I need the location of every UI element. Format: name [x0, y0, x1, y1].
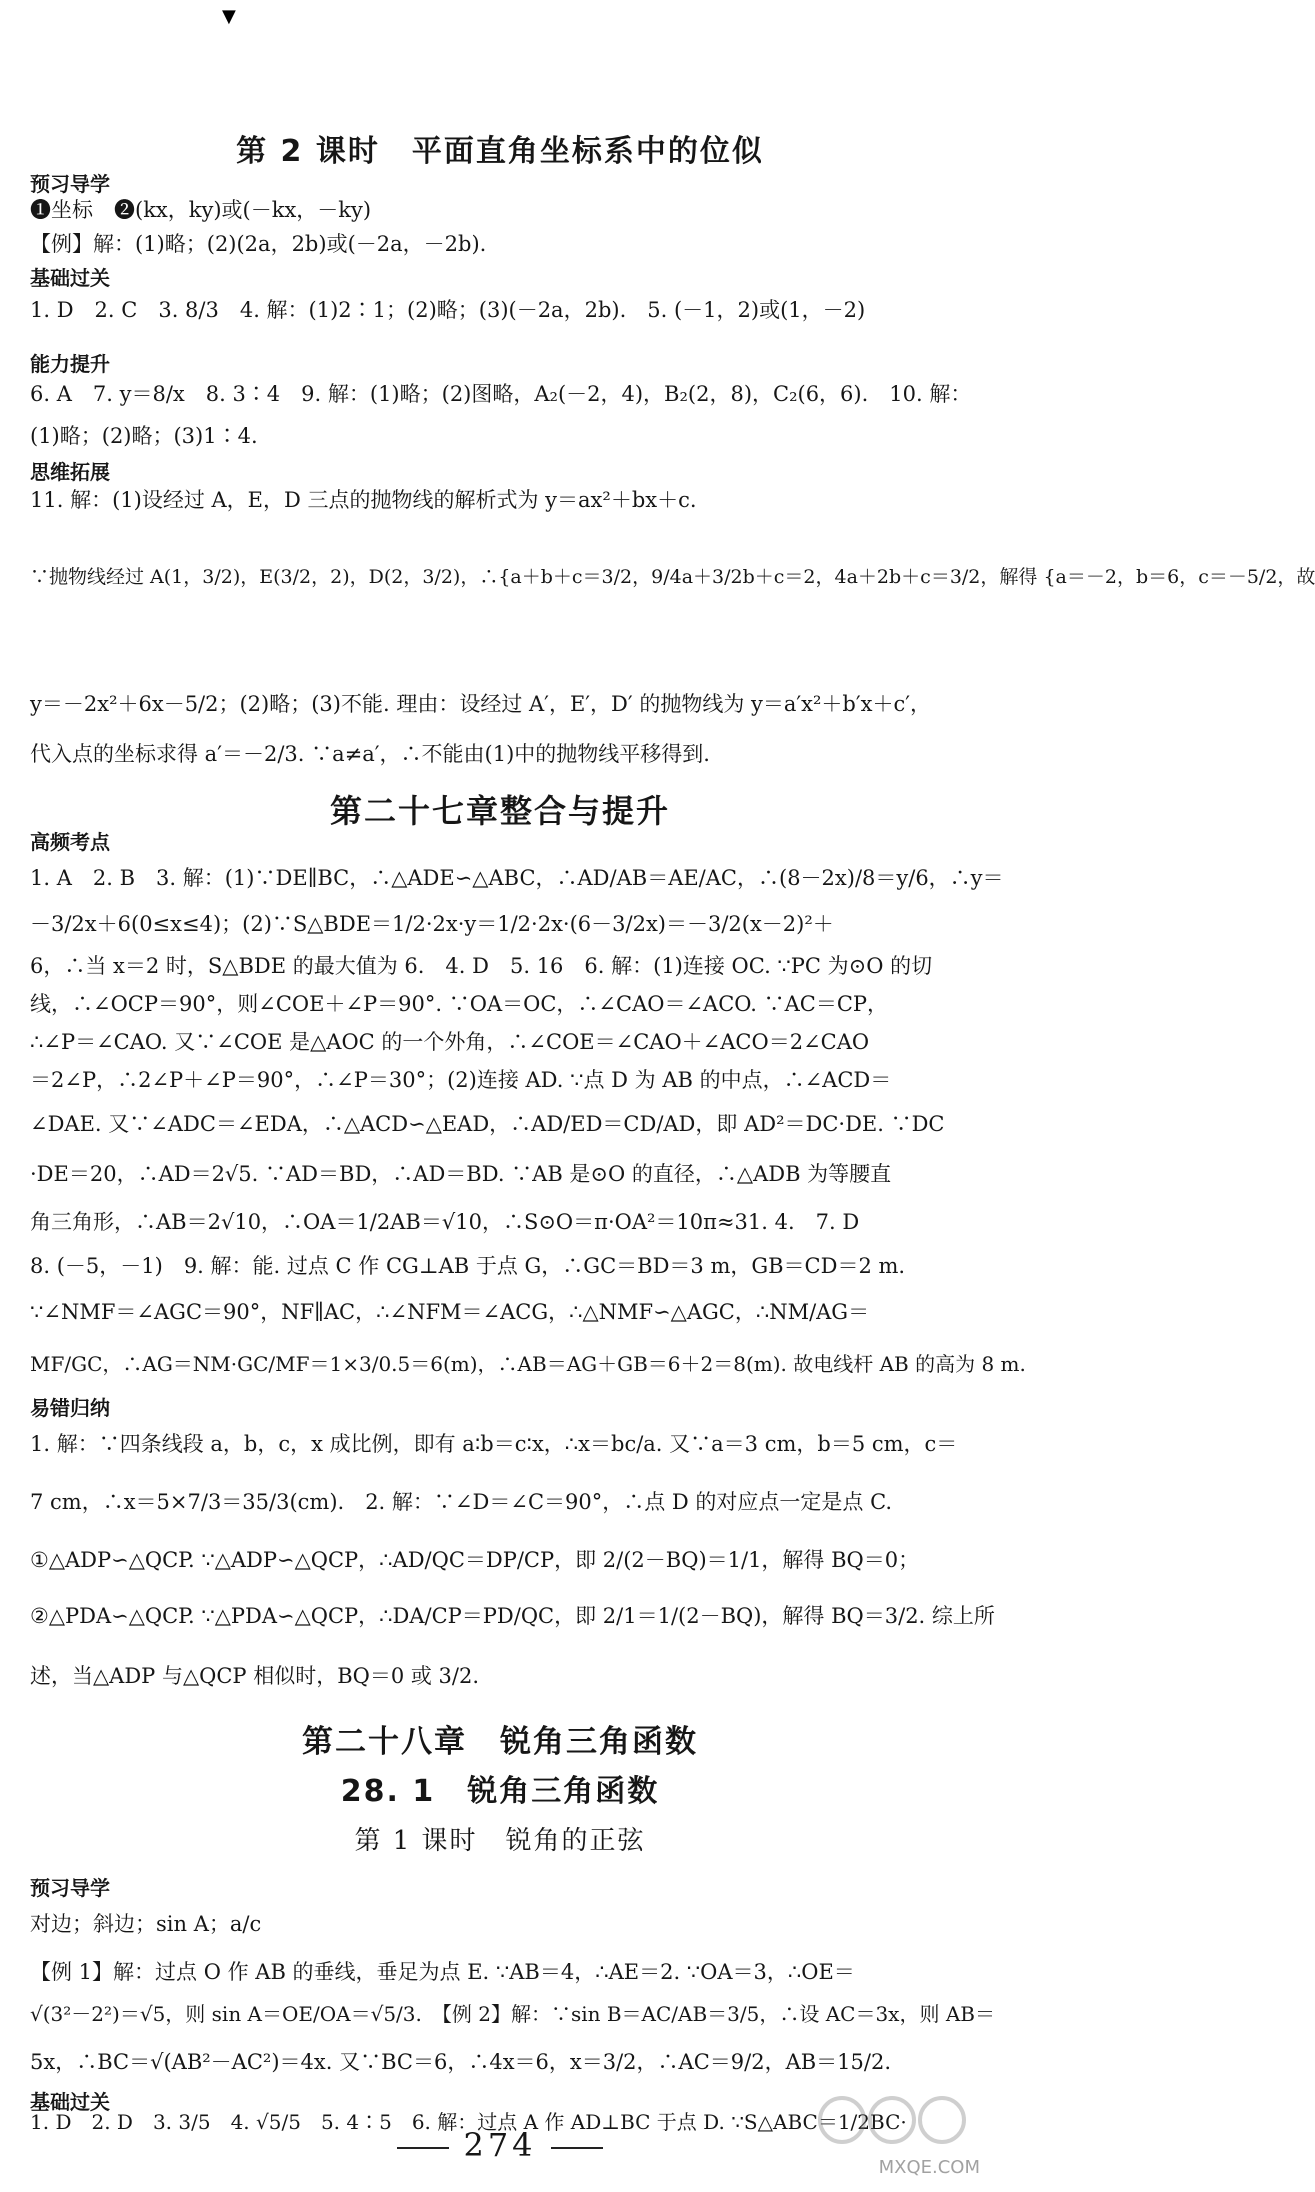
section-label-frequent: 高频考点	[30, 830, 110, 854]
answer-line: 1. D 2. D 3. 3/5 4. √5/5 5. 4∶5 6. 解：过点 A 作 AD⊥BC 于点 D. ∵S△ABC＝1/2BC·	[30, 2110, 907, 2134]
answer-line: ∵∠NMF＝∠AGC＝90°，NF∥AC，∴∠NFM＝∠ACG，∴△NMF∽△AGC，∴NM/AG＝	[30, 1300, 870, 1324]
answer-line: 6，∴当 x＝2 时，S△BDE 的最大值为 6. 4. D 5. 16 6. 解：(1)连接 OC. ∵PC 为⊙O 的切	[30, 954, 933, 978]
answer-line: ＝2∠P，∴2∠P＋∠P＝90°，∴∠P＝30°；(2)连接 AD. ∵点 D 为 AB 的中点，∴∠ACD＝	[30, 1068, 892, 1092]
answer-line: 1. D 2. C 3. 8/3 4. 解：(1)2∶1；(2)略；(3)(－2a，2b). 5. (－1，2)或(1，－2)	[30, 298, 866, 322]
answer-line: ∠DAE. 又∵∠ADC＝∠EDA，∴△ACD∽△EAD，∴AD/ED＝CD/AD，即 AD²＝DC·DE. ∵DC	[30, 1112, 945, 1136]
answer-line: √(3²－2²)＝√5，则 sin A＝OE/OA＝√5/3. 【例 2】解：∵sin B＝AC/AB＝3/5，∴设 AC＝3x，则 AB＝	[30, 2002, 995, 2026]
answer-line: 【例 1】解：过点 O 作 AB 的垂线，垂足为点 E. ∵AB＝4，∴AE＝2. ∵OA＝3，∴OE＝	[30, 1960, 855, 1984]
dash-left	[397, 2147, 449, 2149]
answer-line: y＝－2x²＋6x－5/2；(2)略；(3)不能. 理由：设经过 A′，E′，D′ 的抛物线为 y＝a′x²＋b′x＋c′，	[30, 692, 931, 716]
dash-right	[551, 2147, 603, 2149]
answer-line: 对边；斜边；sin A；a/c	[30, 1912, 262, 1936]
lesson-heading: 第 1 课时 锐角的正弦	[354, 1826, 646, 1856]
section-label-mistakes: 易错归纳	[30, 1396, 110, 1420]
answer-line: 述，当△ADP 与△QCP 相似时，BQ＝0 或 3/2.	[30, 1664, 480, 1688]
answer-line: 6. A 7. y＝8/x 8. 3∶4 9. 解：(1)略；(2)图略，A₂(－2，4)，B₂(2，8)，C₂(6，6). 10. 解：	[30, 382, 972, 406]
top-mark-icon: ▼	[222, 6, 236, 27]
section-label-preview: 预习导学	[30, 172, 110, 196]
section-label-thinking: 思维拓展	[30, 460, 110, 484]
answer-line: ①△ADP∽△QCP. ∵△ADP∽△QCP，∴AD/QC＝DP/CP，即 2/(2－BQ)＝1/1，解得 BQ＝0；	[30, 1548, 920, 1572]
section-heading: 28. 1 锐角三角函数	[340, 1774, 660, 1809]
answer-line: 角三角形，∴AB＝2√10，∴OA＝1/2AB＝√10，∴S⊙O＝π·OA²＝10π≈31. 4. 7. D	[30, 1210, 860, 1234]
answer-line: 1. 解：∵四条线段 a，b，c，x 成比例，即有 a∶b＝c∶x，∴x＝bc/a. 又∵a＝3 cm，b＝5 cm，c＝	[30, 1432, 958, 1456]
answer-line: ∵抛物线经过 A(1，3/2)，E(3/2，2)，D(2，3/2)，∴{a＋b＋c＝3/2，9/4a＋3/2b＋c＝2，4a＋2b＋c＝3/2，解得 {a＝－2，b＝6，c＝－5/2，故	[30, 566, 1315, 588]
chapter-heading: 第二十八章 锐角三角函数	[302, 1724, 698, 1760]
answer-line: －3/2x＋6(0≤x≤4)；(2)∵S△BDE＝1/2·2x·y＝1/2·2x·(6－3/2x)＝－3/2(x－2)²＋	[30, 912, 834, 936]
answer-line: ∴∠P＝∠CAO. 又∵∠COE 是△AOC 的一个外角，∴∠COE＝∠CAO＋∠ACO＝2∠CAO	[30, 1030, 870, 1054]
answer-line: ❶坐标 ❷(kx，ky)或(－kx，－ky)	[30, 198, 372, 222]
answer-line: MF/GC，∴AG＝NM·GC/MF＝1×3/0.5＝6(m)，∴AB＝AG＋GB＝6＋2＝8(m). 故电线杆 AB 的高为 8 m.	[30, 1352, 1026, 1376]
section-label-basic: 基础过关	[30, 2090, 110, 2114]
answer-line: 7 cm，∴x＝5×7/3＝35/3(cm). 2. 解：∵∠D＝∠C＝90°，∴点 D 的对应点一定是点 C.	[30, 1490, 893, 1514]
answer-line: 8. (－5，－1) 9. 解：能. 过点 C 作 CG⊥AB 于点 G，∴GC＝BD＝3 m，GB＝CD＝2 m.	[30, 1254, 906, 1278]
answer-line: 【例】解：(1)略；(2)(2a，2b)或(－2a，－2b).	[30, 232, 487, 256]
answer-line: 线，∴∠OCP＝90°，则∠COE＋∠P＝90°. ∵OA＝OC，∴∠CAO＝∠ACO. ∵AC＝CP，	[30, 992, 889, 1016]
section-label-basic: 基础过关	[30, 266, 110, 290]
section-label-ability: 能力提升	[30, 352, 110, 376]
answer-line: 11. 解：(1)设经过 A，E，D 三点的抛物线的解析式为 y＝ax²＋bx＋c.	[30, 488, 697, 512]
answer-line: 5x，∴BC＝√(AB²－AC²)＝4x. 又∵BC＝6，∴4x＝6，x＝3/2，∴AC＝9/2，AB＝15/2.	[30, 2050, 891, 2074]
lesson-heading: 第 2 课时 平面直角坐标系中的位似	[236, 134, 764, 169]
chapter-heading: 第二十七章整合与提升	[329, 792, 670, 830]
answer-line: 1. A 2. B 3. 解：(1)∵DE∥BC，∴△ADE∽△ABC，∴AD/AB＝AE/AC，∴(8－2x)/8＝y/6，∴y＝	[30, 866, 1004, 890]
answer-line: ·DE＝20，∴AD＝2√5. ∵AD＝BD，∴AD＝BD. ∵AB 是⊙O 的直径，∴△ADB 为等腰直	[30, 1162, 892, 1186]
watermark-text: MXQE.COM	[878, 2157, 980, 2178]
section-label-preview: 预习导学	[30, 1876, 110, 1900]
page-number-text: 274	[463, 2126, 537, 2164]
answer-line: 代入点的坐标求得 a′＝－2/3. ∵a≠a′，∴不能由(1)中的抛物线平移得到.	[30, 742, 710, 766]
answer-line: (1)略；(2)略；(3)1∶4.	[30, 424, 258, 448]
answer-line: ②△PDA∽△QCP. ∵△PDA∽△QCP，∴DA/CP＝PD/QC，即 2/1＝1/(2－BQ)，解得 BQ＝3/2. 综上所	[30, 1604, 995, 1628]
